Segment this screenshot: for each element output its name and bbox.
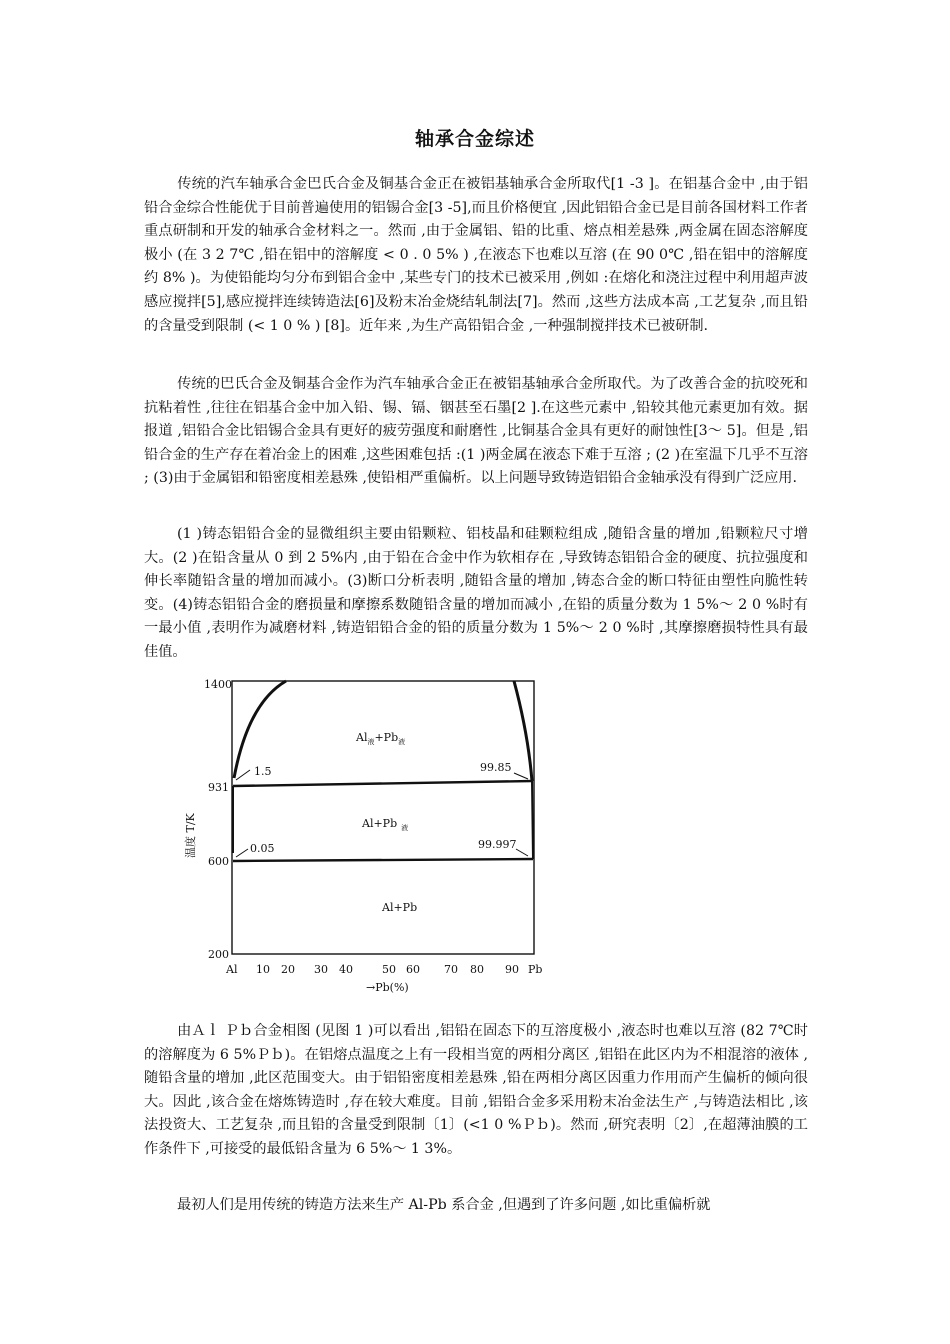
x-tick-pb: Pb — [528, 963, 543, 976]
x-tick-10: 10 — [256, 963, 270, 976]
region-solid-liquid — [361, 817, 408, 832]
phase-diagram-svg — [178, 673, 558, 1003]
document-title: 轴承合金综述 — [414, 128, 535, 150]
x-axis-label: →Pb(%) — [366, 981, 409, 994]
paragraph-1 — [144, 173, 808, 338]
x-tick-30: 30 — [314, 963, 328, 976]
y-tick-200: 200 — [208, 948, 229, 961]
paragraph-5 — [144, 1194, 808, 1218]
x-tick-70: 70 — [444, 963, 458, 976]
right-liquidus-curve — [514, 681, 532, 781]
eutectic-isotherm — [233, 859, 533, 861]
paragraph-2 — [144, 373, 808, 491]
paragraph-2-text: 传统的巴氏合金及铜基合金作为汽车轴承合金正在被铝基轴承合金所取代。为了改善合金的抗咬死和抗粘着性 ,往往在铝基合金中加入铅、锡、镉、铟甚至石墨[2 ].在这些元素中 ,铅较其他元素更加有效。据报道 ,铝铅合金比铝锡合金具有更好的疲劳强度和耐磨性 ,比铜基合金具有更好的耐蚀性[3～ 5]。但是 ,铝铅合金的生产存在着冶金上的困难 ,这些困难包括 :(1 )两金属在液态下难于互溶 ; (2 )在室温下几乎不互溶 ; (3)由于金属铝和铅密度相差悬殊 ,使铅相严重偏析。以上问题导致铸造铝铅合金轴承没有得到广泛应用. — [144, 376, 808, 487]
x-tick-50: 50 — [382, 963, 396, 976]
al-pb-phase-diagram — [178, 673, 558, 1003]
paragraph-5-text: 最初人们是用传统的铸造方法来生产 Al-Pb 系合金 ,但遇到了许多问题 ,如比重偏析就 — [177, 1197, 711, 1213]
paragraph-4-text: 由Ａｌ Ｐｂ合金相图 (见图 1 )可以看出 ,铝铅在固态下的互溶度极小 ,液态时也难以互溶 (82 7℃时的溶解度为 6 5%Ｐｂ)。在铝熔点温度之上有一段相当宽的两相分离区 ,铝铅在此区内为不相混溶的液体 ,随铅含量的增加 ,此区范围变大。由于铝铅密度相差悬殊 ,铅在两相分离区因重力作用而产生偏析的倾向很大。因此 ,该合金在熔炼铸造时 ,存在较大难度。目前 ,铝铅合金多采用粉末冶金法生产 ,与铸造法相比 ,该法投资大、工艺复杂 ,而且铅的含量受到限制〔1〕(<1 0 %Ｐｂ)。然而 ,研究表明〔2〕,在超薄油膜的工作条件下 ,可接受的最低铅含量为 6 5%～ 1 3%。 — [144, 1023, 808, 1157]
point-label-99-85: 99.85 — [480, 761, 512, 774]
paragraph-3-text: (1 )铸态铝铅合金的显微组织主要由铅颗粒、铝枝晶和硅颗粒组成 ,随铅含量的增加 ,铅颗粒尺寸增大。(2 )在铅含量从 0 到 2 5%内 ,由于铅在合金中作为软相存在 ,导致铸态铝铅合金的硬度、抗拉强度和伸长率随铅含量的增加而减小。(3)断口分析表明 ,随铅含量的增加 ,铸态合金的断口特征由塑性向脆性转变。(4)铸态铝铅合金的磨损量和摩擦系数随铅含量的增加而减小 ,在铅的质量分数为 1 5%～ 2 0 %时有一最小值 ,表明作为减磨材料 ,铸造铝铅合金的铅的质量分数为 1 5%～ 2 0 %时 ,其摩擦磨损特性具有最佳值。 — [144, 526, 808, 660]
region-solid-solid: Al+Pb — [382, 901, 418, 914]
region-liquid-liquid — [355, 731, 405, 746]
region-solid-liquid-sub: 液 — [401, 824, 409, 832]
x-tick-90: 90 — [505, 963, 519, 976]
y-tick-600: 600 — [208, 855, 229, 868]
x-tick-80: 80 — [470, 963, 484, 976]
left-liquidus-curve — [234, 681, 286, 778]
paragraph-4 — [144, 1020, 808, 1162]
x-tick-40: 40 — [339, 963, 353, 976]
region-solid-liquid-main: Al+Pb — [362, 817, 398, 830]
point-label-1-5: 1.5 — [254, 765, 272, 778]
connector-mark — [514, 773, 528, 779]
y-tick-1400: 1400 — [204, 678, 232, 691]
connector-mark — [516, 849, 528, 856]
paragraph-3 — [144, 523, 808, 665]
region-liquid-liquid-main: Al — [356, 731, 368, 744]
x-tick-al: Al — [226, 963, 238, 976]
point-label-99-997: 99.997 — [478, 838, 517, 851]
region-liquid-liquid-sub2: 液 — [398, 738, 406, 746]
point-label-0-05: 0.05 — [250, 842, 275, 855]
region-liquid-liquid-mid: +Pb — [374, 731, 399, 744]
paragraph-1-text: 传统的汽车轴承合金巴氏合金及铜基合金正在被铝基轴承合金所取代[1 -3 ]。在铝基合金中 ,由于铝铅合金综合性能优于目前普遍使用的铝锡合金[3 -5],而且价格便宜 ,因此铝铅合金已是目前各国材料工作者重点研制和开发的轴承合金材料之一。然而 ,由于金属铝、铅的比重、熔点相差悬殊 ,两金属在固态溶解度极小 (在 3 2 7℃ ,铅在铝中的溶解度 < 0 . 0 5% ) ,在液态下也难以互溶 (在 90 0℃ ,铅在铝中的溶解度约 8% )。为使铅能均匀分布到铝合金中 ,某些专门的技术已被采用 ,例如 :在熔化和浇注过程中利用超声波感应搅拌[5],感应搅拌连续铸造法[6]及粉末冶金烧结轧制法[7]。然而 ,这些方法成本高 ,工艺复杂 ,而且铅的含量受到限制 (< 1 0 % ) [8]。近年来 ,为生产高铅铝合金 ,一种强制搅拌技术已被研制. — [144, 176, 808, 334]
monotectic-isotherm — [233, 781, 532, 786]
connector-mark — [236, 770, 250, 780]
region-liquid-liquid-sub: 液 — [367, 738, 375, 746]
x-tick-20: 20 — [281, 963, 295, 976]
x-tick-60: 60 — [406, 963, 420, 976]
right-solvus-line — [532, 781, 533, 859]
y-tick-931: 931 — [208, 781, 229, 794]
y-axis-label: 温度 T/K — [184, 813, 197, 858]
connector-mark — [236, 849, 248, 857]
